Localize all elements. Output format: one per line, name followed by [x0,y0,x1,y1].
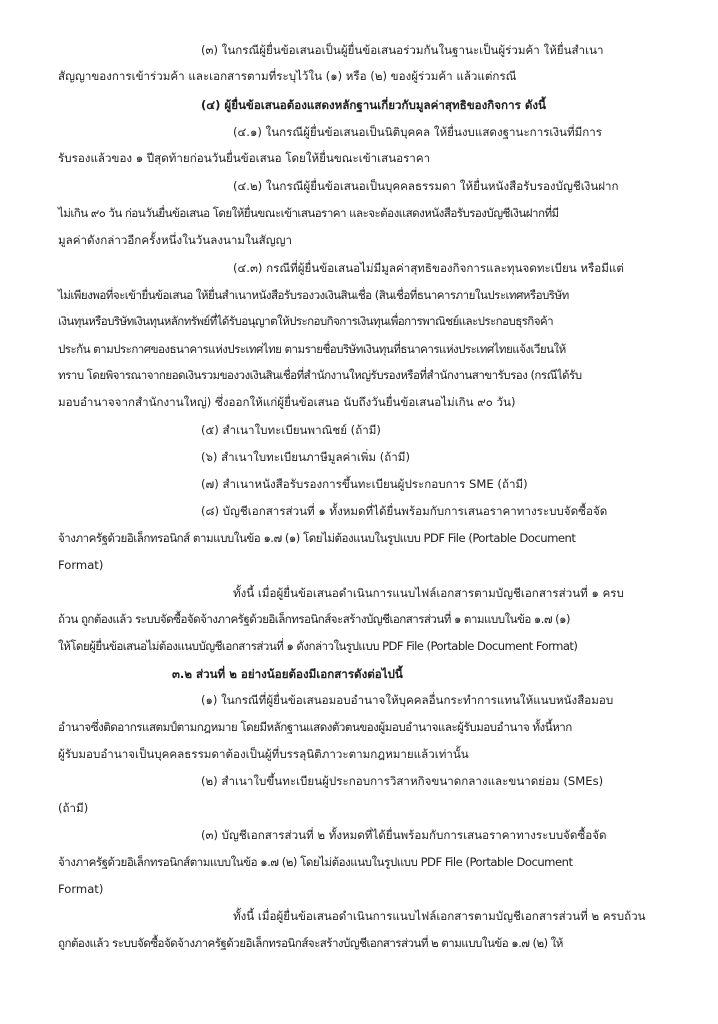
text-line: ไม่เกิน ๙๐ วัน ก่อนวันยื่นข้อเสนอ โดยให้ยื่นขณะเข้าเสนอราคา และจะต้องแสดงหนังสือรับรองบัญชีเงินฝากที่มี [58,206,559,220]
text-line: อำนาจซึ่งติดอากรแสตมป์ตามกฎหมาย โดยมีหลักฐานแสดงตัวตนของผู้มอบอำนาจและผู้รับมอบอำนาจ ทั้งนี้หาก [58,720,572,734]
text-line: (๓) บัญชีเอกสารส่วนที่ ๒ ทั้งหมดที่ได้ยื่นพร้อมกับการเสนอราคาทางระบบจัดซื้อจัด [201,828,607,842]
text-line: ถูกต้องแล้ว ระบบจัดซื้อจัดจ้างภาครัฐด้วยอิเล็กทรอนิกส์จะสร้างบัญชีเอกสารส่วนที่ ๒ ตามแบบในข้อ ๑.๗ (๒) ให้ [58,936,563,950]
text-line: จ้างภาครัฐด้วยอิเล็กทรอนิกส์ตามแบบในข้อ ๑.๗ (๒) โดยไม่ต้องแนบในรูปแบบ PDF File (Portable Document [58,855,573,869]
text-line: มอบอำนาจจากสำนักงานใหญ่) ซึ่งออกให้แก่ผู้ยื่นข้อเสนอ นับถึงวันยื่นข้อเสนอไม่เกิน ๙๐ วัน) [58,395,516,409]
text-line: ทราบ โดยพิจารณาจากยอดเงินรวมของวงเงินสินเชื่อที่สำนักงานใหญ่รับรองหรือที่สำนักงานสาขารับรอง (กรณีได้รับ [58,368,582,382]
text-line: มูลค่าดังกล่าวอีกครั้งหนึ่งในวันลงนามในสัญญา [58,233,292,247]
text-line: (๘) บัญชีเอกสารส่วนที่ ๑ ทั้งหมดที่ได้ยื่นพร้อมกับการเสนอราคาทางระบบจัดซื้อจัด [201,504,608,518]
text-line: ให้โดยผู้ยื่นข้อเสนอไม่ต้องแนบบัญชีเอกสารส่วนที่ ๑ ดังกล่าวในรูปแบบ PDF File (Portable Document Format) [58,639,578,653]
text-line: (๑) ในกรณีที่ผู้ยื่นข้อเสนอมอบอำนาจให้บุคคลอื่นกระทำการแทนให้แนบหนังสือมอบ [201,693,614,707]
text-line: (๔) ผู้ยื่นข้อเสนอต้องแสดงหลักฐานเกี่ยวกับมูลค่าสุทธิของกิจการ ดังนี้ [201,98,546,112]
text-line: Format) [58,882,104,896]
text-line: (๔.๒) ในกรณีผู้ยื่นข้อเสนอเป็นบุคคลธรรมดา ให้ยื่นหนังสือรับรองบัญชีเงินฝาก [233,179,619,193]
text-line: (๒) สำเนาใบขึ้นทะเบียนผู้ประกอบการวิสาหกิจขนาดกลางและขนาดย่อม (SMEs) [201,774,604,788]
text-line: (๗) สำเนาหนังสือรับรองการขึ้นทะเบียนผู้ประกอบการ SME (ถ้ามี) [201,477,528,491]
text-line: จ้างภาครัฐด้วยอิเล็กทรอนิกส์ ตามแบบในข้อ ๑.๗ (๑) โดยไม่ต้องแนบในรูปแบบ PDF File (Portable Document [58,531,576,545]
text-line: ทั้งนี้ เมื่อผู้ยื่นข้อเสนอดำเนินการแนบไฟล์เอกสารตามบัญชีเอกสารส่วนที่ ๑ ครบ [233,586,624,600]
text-line: (๔.๓) กรณีที่ผู้ยื่นข้อเสนอไม่มีมูลค่าสุทธิของกิจการและทุนจดทะเบียน หรือมีแต่ [233,261,624,275]
section-heading: ๓.๒ ส่วนที่ ๒ อย่างน้อยต้องมีเอกสารดังต่อไปนี้ [172,667,403,681]
text-line: (๔.๑) ในกรณีผู้ยื่นข้อเสนอเป็นนิติบุคคล ให้ยื่นงบแสดงฐานะการเงินที่มีการ [233,125,603,139]
text-line: (๖) สำเนาใบทะเบียนภาษีมูลค่าเพิ่ม (ถ้ามี) [201,450,410,464]
text-line: ผู้รับมอบอำนาจเป็นบุคคลธรรมดาต้องเป็นผู้ที่บรรลุนิติภาวะตามกฎหมายแล้วเท่านั้น [58,747,469,761]
text-line: ไม่เพียงพอที่จะเข้ายื่นข้อเสนอ ให้ยื่นสำเนาหนังสือรับรองวงเงินสินเชื่อ (สินเชื่อที่ธนาคารภายในประเทศหรือบริษัท [58,288,569,302]
text-line: รับรองแล้วของ ๑ ปีสุดท้ายก่อนวันยื่นข้อเสนอ โดยให้ยื่นขณะเข้าเสนอราคา [58,151,431,165]
text-line: ประกัน ตามประกาศของธนาคารแห่งประเทศไทย ตามรายชื่อบริษัทเงินทุนที่ธนาคารแห่งประเทศไทยแจ้งเวียนให้ [58,342,566,356]
text-line: Format) [58,558,104,572]
text-line: สัญญาของการเข้าร่วมค้า และเอกสารตามที่ระบุไว้ใน (๑) หรือ (๒) ของผู้ร่วมค้า แล้วแต่กรณี [58,69,517,83]
text-line: เงินทุนหรือบริษัทเงินทุนหลักทรัพย์ที่ได้รับอนุญาตให้ประกอบกิจการเงินทุนเพื่อการพาณิชย์และประกอบธุรกิจค้า [58,314,553,328]
text-line: (ถ้ามี) [58,801,89,815]
text-line: (๓) ในกรณีผู้ยื่นข้อเสนอเป็นผู้ยื่นข้อเสนอร่วมกันในฐานะเป็นผู้ร่วมค้า ให้ยื่นสำเนา [201,43,604,57]
text-line: ทั้งนี้ เมื่อผู้ยื่นข้อเสนอดำเนินการแนบไฟล์เอกสารตามบัญชีเอกสารส่วนที่ ๒ ครบถ้วน [233,909,646,923]
text-line: (๕) สำเนาใบทะเบียนพาณิชย์ (ถ้ามี) [201,423,381,437]
text-line: ถ้วน ถูกต้องแล้ว ระบบจัดซื้อจัดจ้างภาครัฐด้วยอิเล็กทรอนิกส์จะสร้างบัญชีเอกสารส่วนที่ ๑ ตามแบบในข้อ ๑.๗ (๑) [58,612,570,626]
